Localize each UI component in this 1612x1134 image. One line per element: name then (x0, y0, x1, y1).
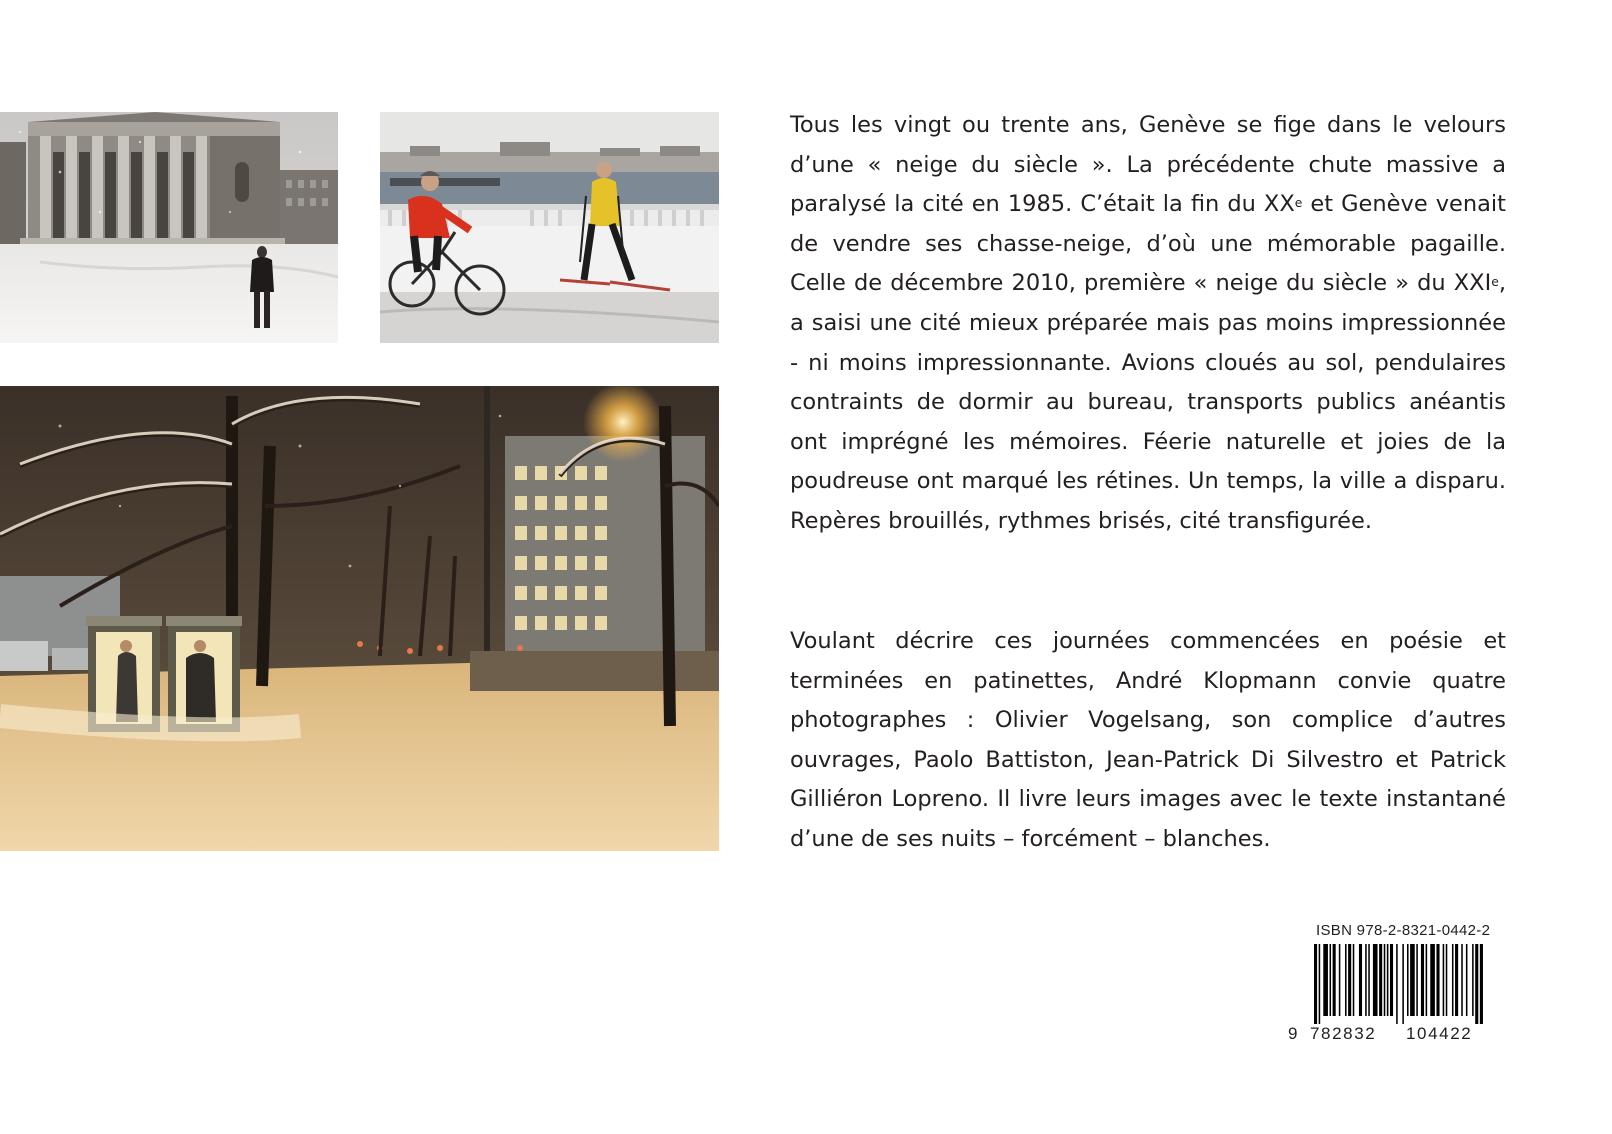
barcode-lead-digit: 9 (1288, 1024, 1298, 1043)
quay-cyclist-skier-photo (380, 112, 719, 343)
isbn-label: ISBN 978-2-8321-0442-2 (1316, 922, 1491, 939)
back-cover-paragraph-2: Voulant décrire ces journées commencées en poésie et terminées en patinettes, André Klopmann convie quatre photographes : Olivier Vogelsang, son complice d’autres ouvrages, Paolo Battiston, Jean-Patrick Di Silvestro et Patrick Gilliéron Lopreno. Il livre leurs images avec le texte instantané d’une de ses nuits – forcément – blanches. (790, 628, 1506, 852)
back-cover-paragraph-1 (790, 106, 1506, 542)
barcode-digits-group-2: 104422 (1406, 1024, 1473, 1043)
barcode-bars (1288, 922, 1506, 1044)
night-snow-street-photo (0, 386, 719, 851)
barcode-digits-group-1: 782832 (1310, 1024, 1377, 1043)
paragraph-1-part-a: Tous les vingt ou trente ans, Genève se fige dans le velours d’une « neige du siècle ». La précédente chute massive a paralysé la cité en 1985. C’était la fin du XX (790, 112, 1506, 218)
paragraph-1-part-b: et Genève venait de vendre ses chasse-neige, d’où une mémorable pagaille. Celle de décembre 2010, première « neige du siècle » du XXI (790, 191, 1506, 297)
cathedral-snow-photo (0, 112, 338, 343)
century-superscript-xx: e (1294, 195, 1303, 210)
isbn-barcode (1288, 922, 1506, 1044)
paragraph-1-part-c: , a saisi une cité mieux préparée mais pas moins impressionnée - ni moins impressionnante. Avions cloués au sol, pendulaires contraints de dormir au bureau, transports publics anéantis ont imprégné les mémoires. Féerie naturelle et joies de la poudreuse ont marqué les rétines. Un temps, la ville a disparu. Repères brouillés, rythmes brisés, cité transfigurée. (790, 270, 1506, 534)
century-superscript-xxi: e (1491, 275, 1499, 290)
